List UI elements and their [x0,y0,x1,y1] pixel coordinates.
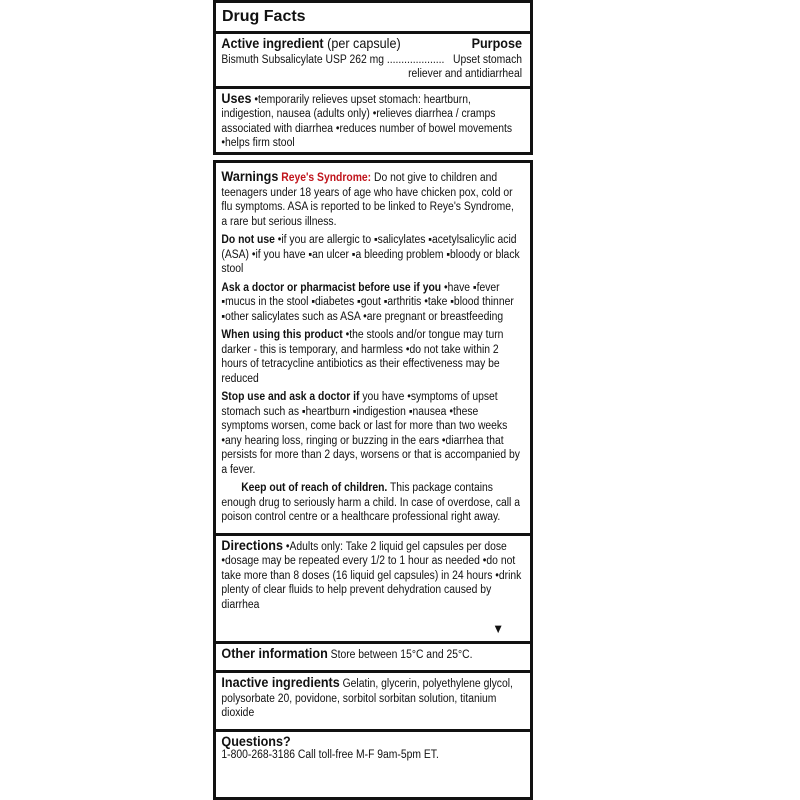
inactive-ingredients-text: Gelatin, glycerin, polyethylene glycol, polysorbate 20, povidone, sorbitol sorbitan solution, titanium dioxide [221,678,513,719]
uses-text: •temporarily relieves upset stomach: heartburn, indigestion, nausea (adults only) •relieves diarrhea / cramps associated with diarrhea •reduces number of bowel movements •helps firm stool [221,93,513,149]
reyes-syndrome-label: Reye's Syndrome: [281,172,372,184]
stop-use-text: you have •symptoms of upset stomach such as ▪heartburn ▪indigestion ▪nausea •these symptoms worsen, come back or last for more than two weeks •any hearing loss, ringing or buzzing in the ears •diarrhea that persists for more than 2 days, worsens or that is accompanied by a fever. [221,391,520,476]
drug-facts-panel-bottom [213,160,533,800]
warnings-section [216,163,530,536]
other-information-text: Store between 15°C and 25°C. [327,648,473,661]
ask-doctor-text: •have ▪fever ▪mucus in the stool ▪diabetes ▪gout ▪arthritis •take ▪blood thinner ▪other salicylates such as ASA •are pregnant or breastfeeding [221,281,514,323]
keep-out-of-reach-label: Keep out of reach of children. [241,482,388,494]
do-not-use-text: •if you are allergic to ▪salicylates ▪acetylsalicylic acid (ASA) •if you have ▪an ulcer ▪a bleeding problem ▪bloody or black stool [221,234,520,275]
reyes-syndrome-text: Do not give to children and teenagers under 18 years of age who have chicken pox, cold or flu symptoms. ASA is reported to be linked to Reye's Syndrome, a rare but serious illness. [221,172,514,228]
questions-section [216,732,530,767]
purpose-line-1: Upset stomach [452,53,522,66]
do-not-use-label: Do not use [221,234,275,246]
active-ingredient-section [216,34,530,89]
uses-section [216,89,530,159]
other-information-heading: Other information [221,644,328,661]
directions-heading: Directions [221,536,284,553]
purpose-heading: Purpose [471,35,522,51]
other-information-section [216,644,530,674]
drug-facts-title: Drug Facts [216,3,530,34]
stop-use-label: Stop use and ask a doctor if [221,391,360,403]
when-using-label: When using this product [221,329,343,341]
directions-section [216,536,530,644]
warnings-heading: Warnings [221,168,279,184]
questions-heading: Questions? [221,732,291,749]
drug-facts-panel-top [213,0,533,155]
active-ingredient-name: Bismuth Subsalicylate USP 262 mg .................... [221,53,445,66]
ask-doctor-label: Ask a doctor or pharmacist before use if you [221,281,442,294]
continue-arrow-icon: ▼ [492,621,504,636]
active-ingredient-heading-suffix: (per capsule) [323,35,401,51]
keep-out-of-reach-text: This package contains enough drug to seriously harm a child. In case of overdose, call a poison control centre or a healthcare professional right away. [221,482,521,523]
purpose-line-2: reliever and antidiarrheal [408,68,522,80]
when-using-text: •the stools and/or tongue may turn darker - this is temporary, and harmless •do not take within 2 hours of tetracycline antibiotics as their effectiveness may be reduced [221,329,504,385]
questions-phone-text: 1-800-268-3186 Call toll-free M-F 9am-5pm ET. [221,749,439,761]
inactive-ingredients-section [216,673,530,732]
uses-heading: Uses [221,89,252,106]
inactive-ingredients-heading: Inactive ingredients [221,674,340,690]
directions-text: •Adults only: Take 2 liquid gel capsules per dose •dosage may be repeated every 1/2 to 1 hour as needed •do not take more than 8 doses (16 liquid gel capsules) in 24 hours •drink plenty of clear fluids to help prevent dehydration caused by diarrhea [221,540,522,611]
active-ingredient-heading: Active ingredient [221,35,324,51]
active-ingredient-header [221,36,522,53]
